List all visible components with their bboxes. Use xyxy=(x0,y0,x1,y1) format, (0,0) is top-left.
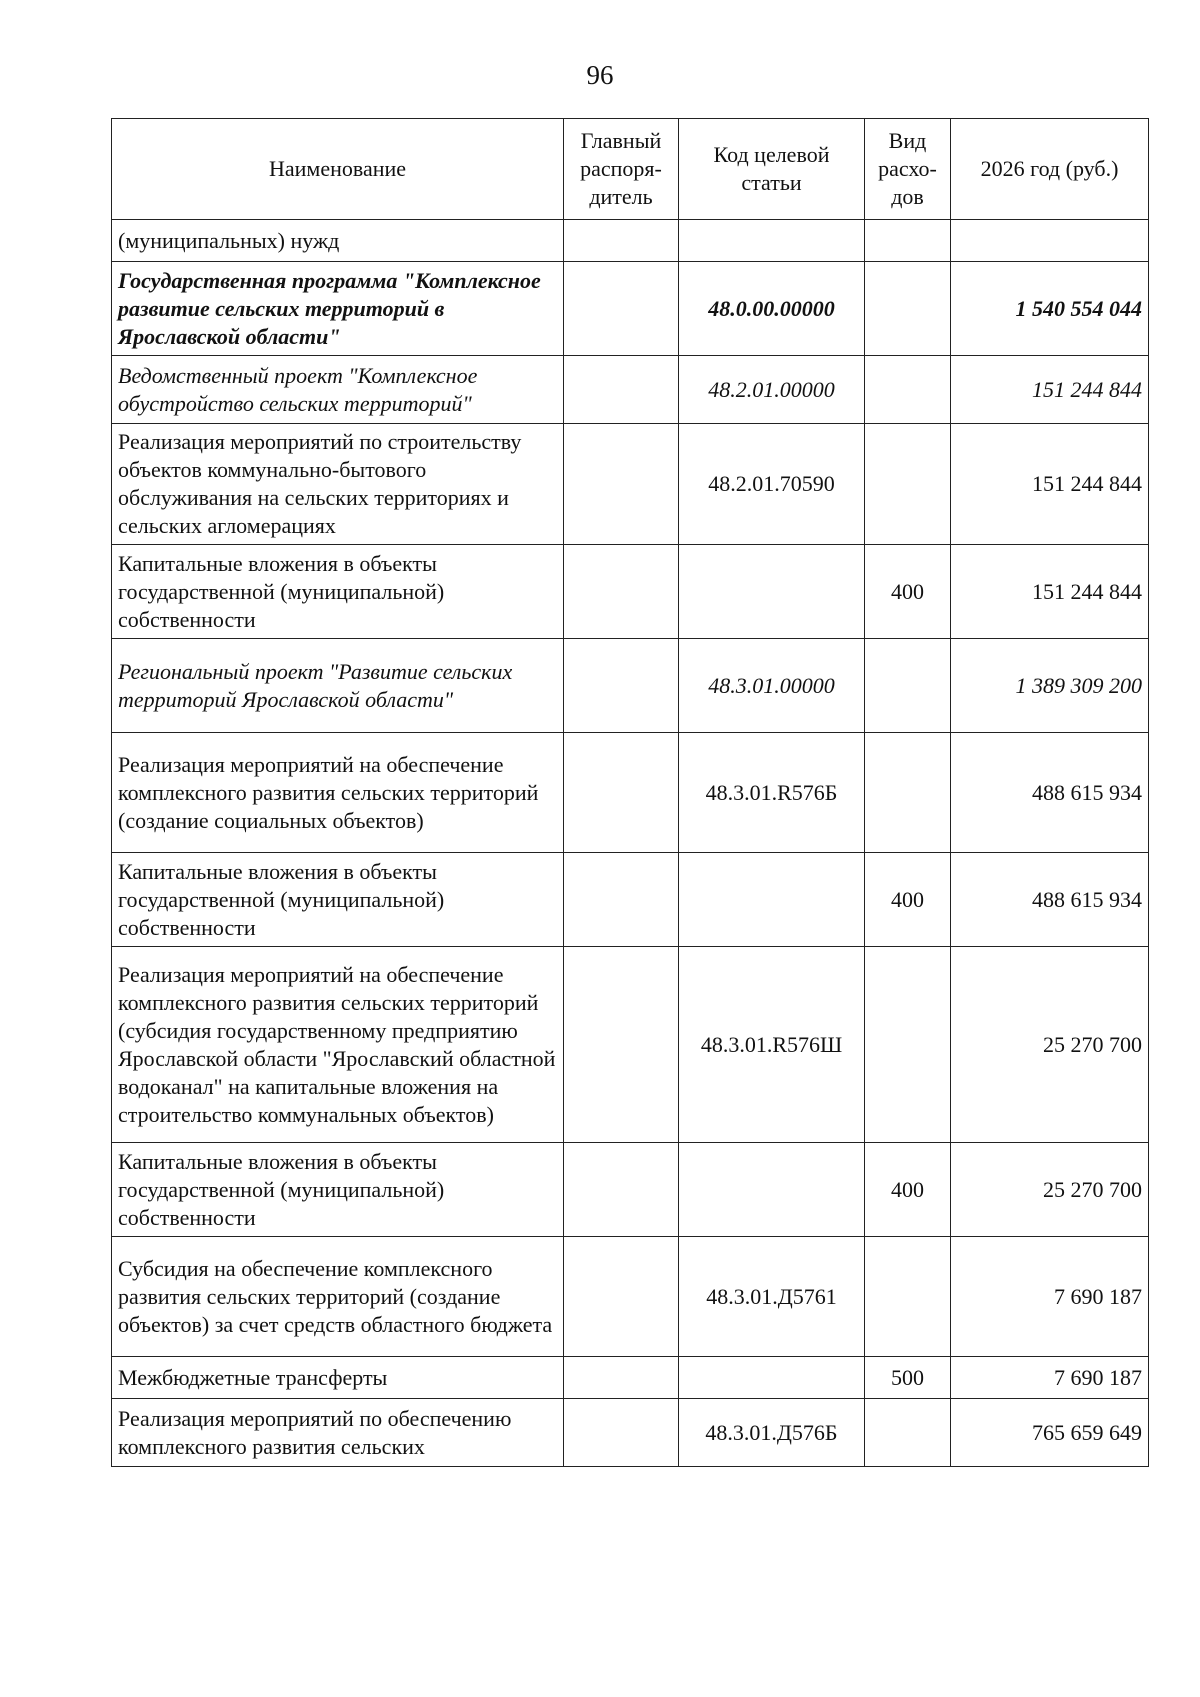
row-amount: 7 690 187 xyxy=(951,1357,1149,1399)
row-target-code: 48.2.01.70590 xyxy=(679,424,865,545)
row-target-code: 48.0.00.00000 xyxy=(679,262,865,356)
table-row xyxy=(112,262,1149,356)
row-amount: 488 615 934 xyxy=(951,733,1149,853)
row-main-manager xyxy=(564,1143,679,1237)
budget-table xyxy=(111,118,1149,1467)
row-name: Реализация мероприятий на обеспечение комплексного развития сельских территорий (субсидия государственному предприятию Ярославской области "Ярославский областной водоканал" на капитальные вложения на строительство коммунальных объектов) xyxy=(112,947,564,1143)
row-main-manager xyxy=(564,262,679,356)
table-row xyxy=(112,220,1149,262)
row-amount: 151 244 844 xyxy=(951,356,1149,424)
row-expense-type xyxy=(865,262,951,356)
row-expense-type xyxy=(865,947,951,1143)
row-expense-type xyxy=(865,356,951,424)
row-amount: 1 540 554 044 xyxy=(951,262,1149,356)
row-name: Капитальные вложения в объекты государственной (муниципальной) собственности xyxy=(112,1143,564,1237)
row-expense-type xyxy=(865,639,951,733)
row-target-code: 48.3.01.Д576Б xyxy=(679,1399,865,1467)
row-amount: 765 659 649 xyxy=(951,1399,1149,1467)
header-target-code: Код целевой статьи xyxy=(679,119,865,220)
table-row xyxy=(112,947,1149,1143)
row-name: Капитальные вложения в объекты государственной (муниципальной) собственности xyxy=(112,545,564,639)
row-target-code: 48.3.01.Д5761 xyxy=(679,1237,865,1357)
row-main-manager xyxy=(564,356,679,424)
row-name: Субсидия на обеспечение комплексного развития сельских территорий (создание объектов) за счет средств областного бюджета xyxy=(112,1237,564,1357)
header-amount: 2026 год (руб.) xyxy=(951,119,1149,220)
row-amount: 488 615 934 xyxy=(951,853,1149,947)
table-row xyxy=(112,1143,1149,1237)
row-name: Межбюджетные трансферты xyxy=(112,1357,564,1399)
row-expense-type xyxy=(865,220,951,262)
row-name: Капитальные вложения в объекты государственной (муниципальной) собственности xyxy=(112,853,564,947)
header-main-manager: Главный распоря-дитель xyxy=(564,119,679,220)
row-expense-type: 400 xyxy=(865,1143,951,1237)
table-row xyxy=(112,733,1149,853)
row-name: Реализация мероприятий на обеспечение комплексного развития сельских территорий (создание социальных объектов) xyxy=(112,733,564,853)
row-main-manager xyxy=(564,733,679,853)
row-amount: 151 244 844 xyxy=(951,545,1149,639)
row-target-code: 48.3.01.R576Б xyxy=(679,733,865,853)
row-name: Государственная программа "Комплексное развитие сельских территорий в Ярославской области" xyxy=(112,262,564,356)
row-expense-type xyxy=(865,1399,951,1467)
row-name: (муниципальных) нужд xyxy=(112,220,564,262)
table-row xyxy=(112,356,1149,424)
row-expense-type xyxy=(865,733,951,853)
row-name: Ведомственный проект "Комплексное обустройство сельских территорий" xyxy=(112,356,564,424)
table-row xyxy=(112,639,1149,733)
row-expense-type: 500 xyxy=(865,1357,951,1399)
row-target-code: 48.3.01.R576Ш xyxy=(679,947,865,1143)
row-expense-type: 400 xyxy=(865,853,951,947)
row-name: Региональный проект "Развитие сельских территорий Ярославской области" xyxy=(112,639,564,733)
table-row xyxy=(112,1237,1149,1357)
row-target-code: 48.2.01.00000 xyxy=(679,356,865,424)
header-name: Наименование xyxy=(112,119,564,220)
row-main-manager xyxy=(564,639,679,733)
row-main-manager xyxy=(564,853,679,947)
row-amount: 25 270 700 xyxy=(951,947,1149,1143)
row-target-code: 48.3.01.00000 xyxy=(679,639,865,733)
row-name: Реализация мероприятий по строительству объектов коммунально-бытового обслуживания на сельских территориях и сельских агломерациях xyxy=(112,424,564,545)
table-row xyxy=(112,545,1149,639)
page-number: 96 xyxy=(586,60,614,90)
table-row xyxy=(112,424,1149,545)
row-amount: 25 270 700 xyxy=(951,1143,1149,1237)
row-amount: 1 389 309 200 xyxy=(951,639,1149,733)
table-row xyxy=(112,853,1149,947)
table-header-row xyxy=(112,119,1149,220)
header-expense-type: Вид расхо-дов xyxy=(865,119,951,220)
row-main-manager xyxy=(564,1237,679,1357)
row-expense-type xyxy=(865,1237,951,1357)
row-main-manager xyxy=(564,1399,679,1467)
row-main-manager xyxy=(564,424,679,545)
row-main-manager xyxy=(564,545,679,639)
row-amount: 151 244 844 xyxy=(951,424,1149,545)
table-row xyxy=(112,1399,1149,1467)
row-amount: 7 690 187 xyxy=(951,1237,1149,1357)
row-amount xyxy=(951,220,1149,262)
row-target-code xyxy=(679,853,865,947)
row-main-manager xyxy=(564,220,679,262)
table-row xyxy=(112,1357,1149,1399)
row-main-manager xyxy=(564,947,679,1143)
row-name: Реализация мероприятий по обеспечению комплексного развития сельских xyxy=(112,1399,564,1467)
row-target-code xyxy=(679,1143,865,1237)
row-main-manager xyxy=(564,1357,679,1399)
row-expense-type xyxy=(865,424,951,545)
row-target-code xyxy=(679,220,865,262)
row-target-code xyxy=(679,1357,865,1399)
row-target-code xyxy=(679,545,865,639)
row-expense-type: 400 xyxy=(865,545,951,639)
table-body xyxy=(112,220,1149,1467)
